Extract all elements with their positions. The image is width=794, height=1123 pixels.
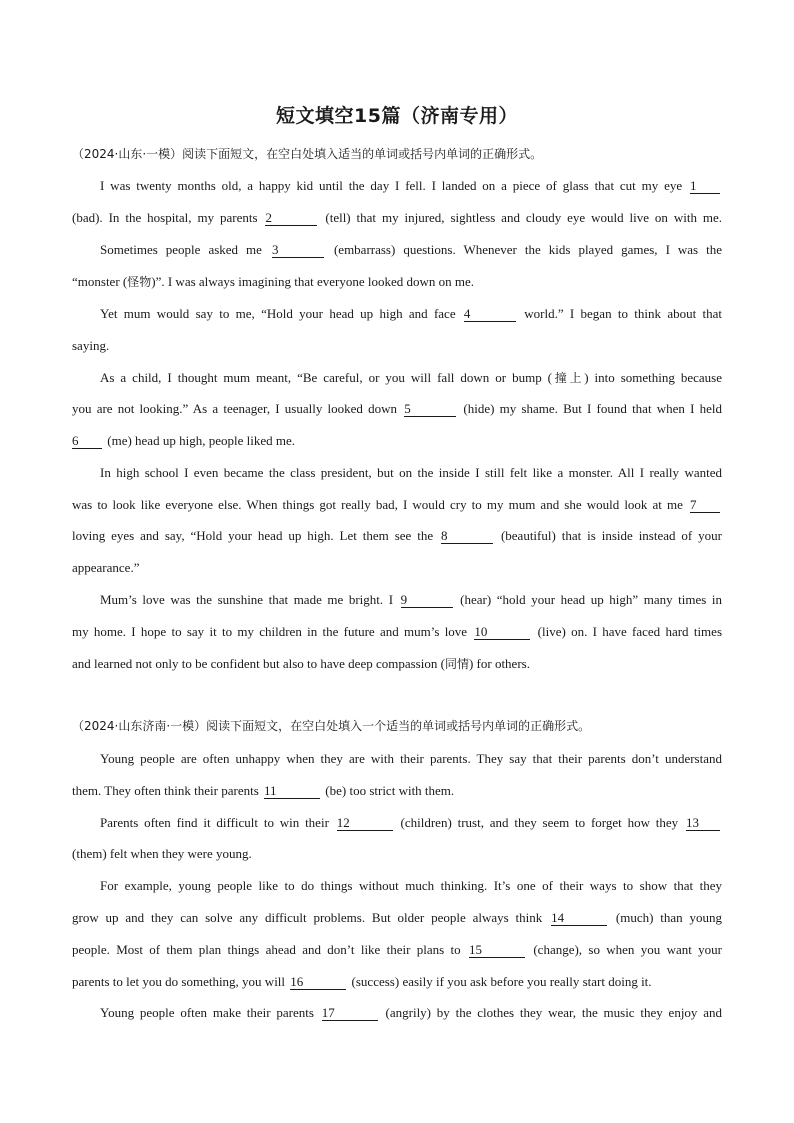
passage-1-line: As a child, I thought mum meant, “Be careful, or you will fall down or bump (撞上) into something because (100, 370, 722, 385)
passage-1-line: Mum’s love was the sunshine that made me bright. I 9 (hear) “hold your head up high” many times in (100, 592, 722, 607)
passage-2-line: Young people are often unhappy when they are with their parents. They say that their parents don’t understand (100, 751, 722, 766)
passage-2-line: grow up and they can solve any difficult problems. But older people always think 14 (much) than young (72, 910, 723, 925)
blank-15: 15 (469, 943, 525, 958)
passage-1-line: appearance.” (72, 560, 140, 575)
passage-1-line: my home. I hope to say it to my children in the future and mum’s love 10 (live) on. I have faced hard times (72, 624, 723, 639)
blank-11: 11 (264, 784, 320, 799)
blank-7: 7 (690, 498, 720, 513)
blank-14: 14 (551, 911, 607, 926)
passage-1-line: “monster (怪物)”. I was always imagining that everyone looked down on me. (72, 274, 474, 289)
passage-1-line: Sometimes people asked me 3 (embarrass) questions. Whenever the kids played games, I was the (100, 242, 723, 257)
passage-1-line: In high school I even became the class president, but on the inside I still felt like a monster. All I really wanted (100, 465, 722, 480)
blank-12: 12 (337, 816, 393, 831)
passage-2-line: Parents often find it difficult to win their 12 (children) trust, and they seem to forget how they 13 (100, 814, 722, 832)
blank-16: 16 (290, 975, 346, 990)
blank-13: 13 (686, 816, 720, 831)
blank-6: 6 (72, 434, 102, 449)
blank-1: 1 (690, 179, 720, 194)
blank-2: 2 (265, 211, 317, 226)
passage-2-line: them. They often think their parents 11 (be) too strict with them. (72, 783, 455, 798)
passage-1-line: you are not looking.” As a teenager, I usually looked down 5 (hide) my shame. But I found that when I held (72, 401, 722, 416)
blank-17: 17 (322, 1006, 378, 1021)
passage-1-line: loving eyes and say, “Hold your head up high. Let them see the 8 (beautiful) that is inside instead of your (72, 528, 723, 543)
passage-1-line: 6 (me) head up high, people liked me. (72, 433, 295, 448)
blank-8: 8 (441, 529, 493, 544)
passage-2-line: parents to let you do something, you will 16 (success) easily if you ask before you really start doing it. (72, 974, 652, 989)
passage-1-instruction: （2024·山东·一模）阅读下面短文，在空白处填入适当的单词或括号内单词的正确形式。 (72, 147, 543, 161)
passage-2-line: For example, young people like to do things without much thinking. It’s one of their ways to show that they (100, 878, 722, 893)
passage-2-instruction: （2024·山东济南·一模）阅读下面短文，在空白处填入一个适当的单词或括号内单词的正确形式。 (72, 719, 591, 733)
page-title: 短文填空15篇（济南专用） (276, 105, 518, 127)
passage-1-line: (bad). In the hospital, my parents 2 (tell) that my injured, sightless and cloudy eye would live on with me. (72, 210, 723, 225)
passage-2-line: (them) felt when they were young. (72, 846, 252, 861)
blank-9: 9 (401, 593, 453, 608)
passage-1-line: saying. (72, 338, 110, 353)
passage-2-line: people. Most of them plan things ahead and don’t like their plans to 15 (change), so when you want your (72, 942, 723, 957)
passage-1-line: Yet mum would say to me, “Hold your head up high and face 4 world.” I began to think about that (100, 306, 723, 321)
passage-1-line: and learned not only to be confident but also to have deep compassion (同情) for others. (72, 656, 530, 671)
blank-4: 4 (464, 307, 516, 322)
blank-5: 5 (404, 402, 456, 417)
passage-2-line: Young people often make their parents 17 (angrily) by the clothes they wear, the music they enjoy and (100, 1005, 722, 1020)
passage-1-line: was to look like everyone else. When things got really bad, I would cry to my mum and she would look at me 7 (72, 496, 722, 514)
blank-3: 3 (272, 243, 324, 258)
passage-1-line: I was twenty months old, a happy kid until the day I fell. I landed on a piece of glass that cut my eye 1 (100, 177, 722, 195)
blank-10: 10 (474, 625, 530, 640)
